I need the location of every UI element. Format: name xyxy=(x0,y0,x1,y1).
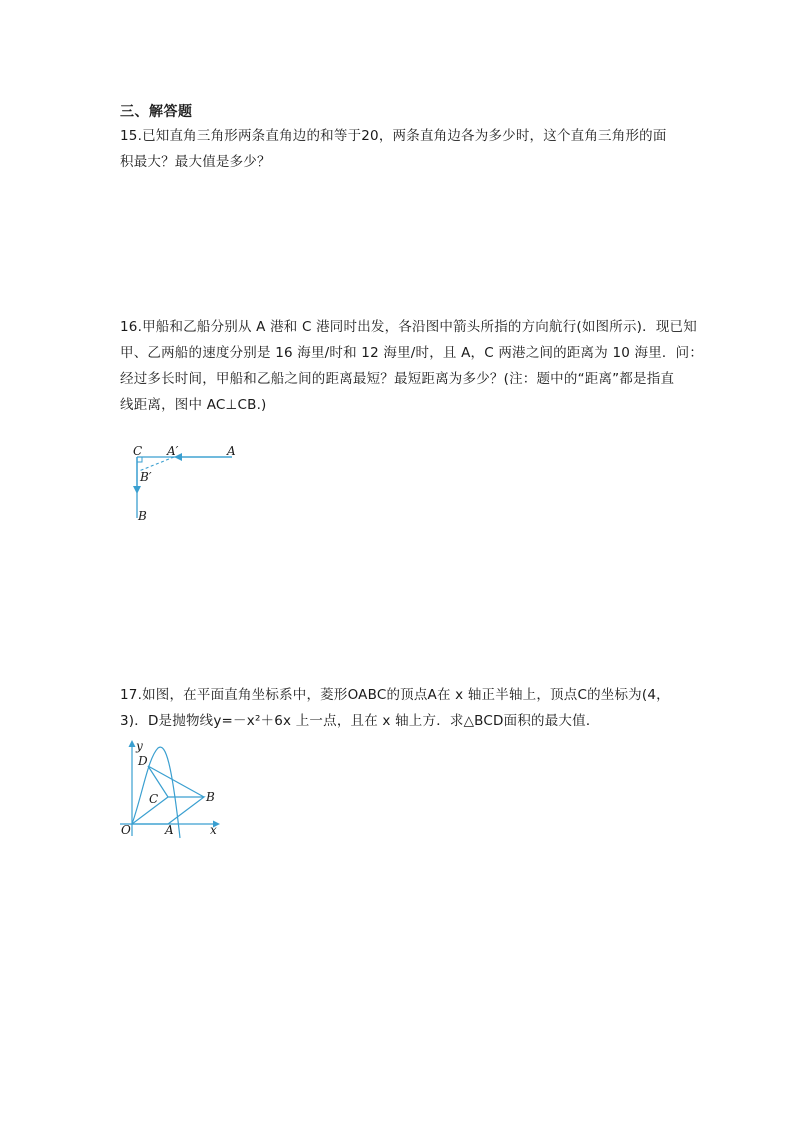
question-16-line-2: 甲、乙两船的速度分别是 16 海里/时和 12 海里/时，且 A，C 两港之间的距离为 10 海里．问： xyxy=(120,345,704,361)
label-A: A xyxy=(227,444,236,458)
rhombus-OABC xyxy=(132,797,204,824)
question-16-line-1: 16.甲船和乙船分别从 A 港和 C 港同时出发，各沿图中箭头所指的方向航行(如图所示)．现已知 xyxy=(120,319,697,335)
label-C: C xyxy=(133,444,143,458)
coordinate-diagram xyxy=(112,736,227,840)
label-B: B xyxy=(206,790,215,804)
label-C: C xyxy=(149,792,159,806)
label-D: D xyxy=(138,754,148,768)
section-title: 三、解答题 xyxy=(120,104,193,120)
label-y: y xyxy=(136,739,143,753)
label-B-prime: B′ xyxy=(140,470,152,484)
question-16-line-4: 线距离，图中 AC⊥CB.) xyxy=(120,397,267,413)
question-15 xyxy=(120,123,710,175)
question-16 xyxy=(120,314,710,418)
label-A: A xyxy=(165,823,174,837)
label-B: B xyxy=(138,509,147,523)
label-A-prime: A′ xyxy=(167,444,179,458)
question-15-line-1: 15.已知直角三角形两条直角边的和等于20，两条直角边各为多少时，这个直角三角形的面 xyxy=(120,128,667,144)
question-15-line-2: 积最大？最大值是多少？ xyxy=(120,154,271,170)
question-17 xyxy=(120,682,710,734)
question-17-line-1: 17.如图，在平面直角坐标系中，菱形OABC的顶点A在 x 轴正半轴上，顶点C的坐标为(4， xyxy=(120,687,670,703)
label-O: O xyxy=(121,823,131,837)
question-16-line-3: 经过多长时间，甲船和乙船之间的距离最短？最短距离为多少？(注：题中的“距离”都是指直 xyxy=(120,371,675,387)
label-x: x xyxy=(210,823,217,837)
question-17-line-2: 3)．D是抛物线y=－x²＋6x 上一点，且在 x 轴上方．求△BCD面积的最大值． xyxy=(120,713,600,729)
dashed-A-prime-B-prime xyxy=(139,457,174,471)
ship-diagram xyxy=(118,436,248,528)
